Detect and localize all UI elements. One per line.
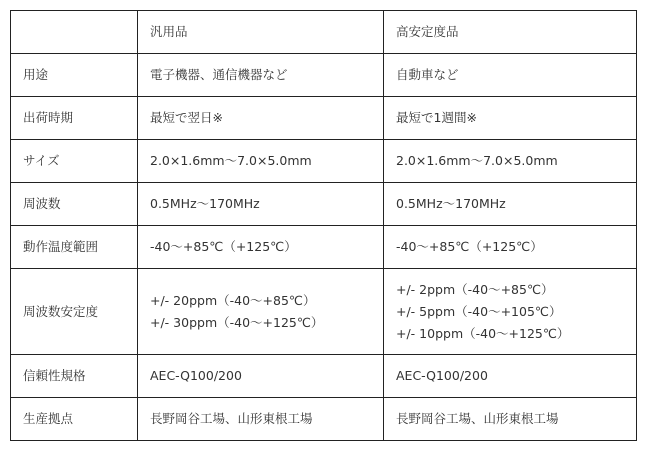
stable-value-line: +/- 5ppm（-40〜+105℃） [396, 303, 562, 319]
stable-value [384, 97, 637, 140]
row-label: 信頼性規格 [11, 355, 138, 398]
stable-value-line: -40〜+85℃（+125℃） [396, 239, 543, 254]
stable-value [384, 398, 637, 441]
stable-value [384, 355, 637, 398]
stable-value-line: +/- 10ppm（-40〜+125℃） [396, 325, 570, 341]
row-label: サイズ [11, 140, 138, 183]
spec-comparison-table [10, 10, 637, 441]
general-value-line: +/- 30ppm（-40〜+125℃） [150, 314, 324, 330]
header-cell-stable: 高安定度品 [384, 11, 637, 54]
header-cell-general: 汎用品 [138, 11, 384, 54]
general-value [138, 54, 384, 97]
table-row [11, 355, 637, 398]
table-row [11, 269, 637, 355]
general-value-line: 電子機器、通信機器など [150, 67, 288, 82]
general-value-line: 最短で翌日※ [150, 110, 223, 125]
row-label: 周波数 [11, 183, 138, 226]
general-value-line: 長野岡谷工場、山形東根工場 [150, 411, 313, 426]
general-value-line: +/- 20ppm（-40〜+85℃） [150, 292, 316, 308]
row-label: 生産拠点 [11, 398, 138, 441]
stable-value-line: 最短で1週間※ [396, 110, 477, 125]
stable-value [384, 269, 637, 355]
row-label: 用途 [11, 54, 138, 97]
table-row [11, 97, 637, 140]
stable-value-line: 2.0×1.6mm〜7.0×5.0mm [396, 153, 558, 168]
general-value-line: -40〜+85℃（+125℃） [150, 239, 297, 254]
general-value [138, 183, 384, 226]
table-row [11, 183, 637, 226]
table-row [11, 140, 637, 183]
general-value [138, 355, 384, 398]
stable-value [384, 183, 637, 226]
row-label: 周波数安定度 [11, 269, 138, 355]
row-label: 動作温度範囲 [11, 226, 138, 269]
stable-value [384, 54, 637, 97]
stable-value-line: +/- 2ppm（-40〜+85℃） [396, 281, 554, 297]
general-value-line: 0.5MHz〜170MHz [150, 196, 260, 211]
general-value [138, 269, 384, 355]
general-value-line: 2.0×1.6mm〜7.0×5.0mm [150, 153, 312, 168]
table-row [11, 226, 637, 269]
general-value [138, 140, 384, 183]
table-row [11, 398, 637, 441]
stable-value [384, 140, 637, 183]
general-value [138, 398, 384, 441]
general-value [138, 226, 384, 269]
table-header-row [11, 11, 637, 54]
stable-value-line: 長野岡谷工場、山形東根工場 [396, 411, 559, 426]
table-row [11, 54, 637, 97]
general-value-line: AEC-Q100/200 [150, 368, 242, 383]
header-cell-empty [11, 11, 138, 54]
stable-value-line: AEC-Q100/200 [396, 368, 488, 383]
general-value [138, 97, 384, 140]
row-label: 出荷時期 [11, 97, 138, 140]
stable-value-line: 自動車など [396, 67, 459, 82]
stable-value-line: 0.5MHz〜170MHz [396, 196, 506, 211]
stable-value [384, 226, 637, 269]
